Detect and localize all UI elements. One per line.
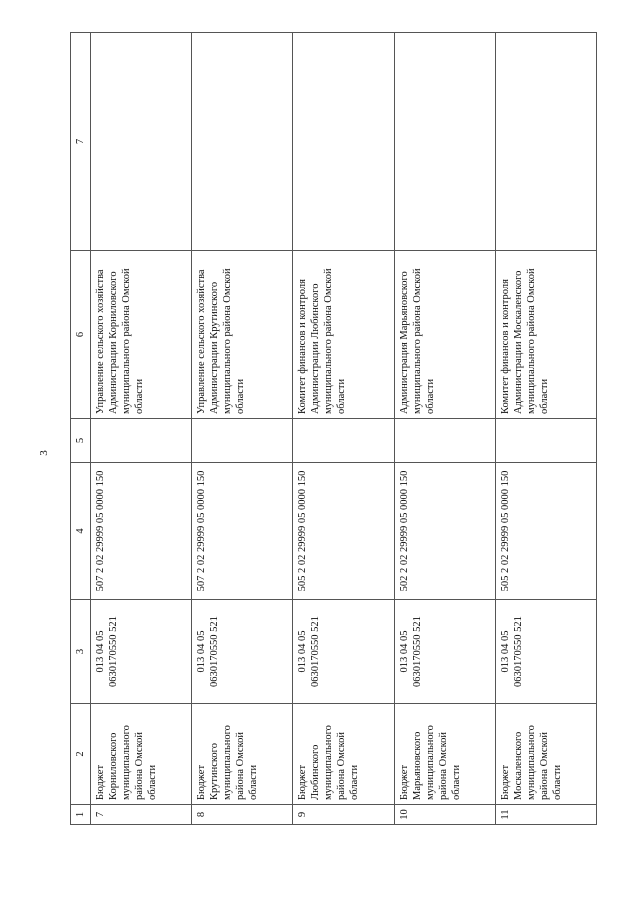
col5-cell xyxy=(293,419,394,463)
header-col-4: 4 xyxy=(71,463,91,600)
header-col-5: 5 xyxy=(71,419,91,463)
revenue-code: 502 2 02 29999 05 0000 150 xyxy=(394,463,495,600)
expense-code: 013 04 05 0630170550 521 xyxy=(293,600,394,704)
row-number: 8 xyxy=(192,805,293,825)
table-frame xyxy=(70,33,597,825)
revenue-code: 505 2 02 29999 05 0000 150 xyxy=(293,463,394,600)
budget-table xyxy=(70,32,597,825)
header-col-3: 3 xyxy=(71,600,91,704)
revenue-code: 507 2 02 29999 05 0000 150 xyxy=(91,463,192,600)
page-number: 3 xyxy=(38,450,50,456)
budget-name: Бюджет Марьяновского муниципального района Омской области xyxy=(394,704,495,805)
row-number: 7 xyxy=(91,805,192,825)
expense-code: 013 04 05 0630170550 521 xyxy=(192,600,293,704)
administrator-name: Администрация Марьяновского муниципального района Омской области xyxy=(394,251,495,419)
table-row xyxy=(495,33,596,825)
expense-code: 013 04 05 0630170550 521 xyxy=(495,600,596,704)
row-number: 10 xyxy=(394,805,495,825)
budget-name: Бюджет Корниловского муниципального района Омской области xyxy=(91,704,192,805)
rotated-table-container xyxy=(70,33,597,825)
table-row xyxy=(192,33,293,825)
row-number: 11 xyxy=(495,805,596,825)
expense-code: 013 04 05 0630170550 521 xyxy=(91,600,192,704)
administrator-name: Комитет финансов и контроля Администрации Любинского муниципального района Омской области xyxy=(293,251,394,419)
header-col-7: 7 xyxy=(71,33,91,251)
col7-cell xyxy=(192,33,293,251)
administrator-name: Управление сельского хозяйства Администрации Корниловского муниципального района Омской области xyxy=(91,251,192,419)
budget-name: Бюджет Любинского муниципального района Омской области xyxy=(293,704,394,805)
header-col-6: 6 xyxy=(71,251,91,419)
administrator-name: Управление сельского хозяйства Администрации Крутинского муниципального района Омской области xyxy=(192,251,293,419)
col5-cell xyxy=(192,419,293,463)
administrator-name: Комитет финансов и контроля Администрации Москаленского муниципального района Омской области xyxy=(495,251,596,419)
col7-cell xyxy=(91,33,192,251)
table-row xyxy=(394,33,495,825)
header-col-2: 2 xyxy=(71,704,91,805)
table-row xyxy=(293,33,394,825)
table-row xyxy=(91,33,192,825)
col5-cell xyxy=(495,419,596,463)
col7-cell xyxy=(495,33,596,251)
table-header-row xyxy=(71,33,91,825)
expense-code: 013 04 05 0630170550 521 xyxy=(394,600,495,704)
col7-cell xyxy=(293,33,394,251)
revenue-code: 505 2 02 29999 05 0000 150 xyxy=(495,463,596,600)
col5-cell xyxy=(91,419,192,463)
revenue-code: 507 2 02 29999 05 0000 150 xyxy=(192,463,293,600)
col5-cell xyxy=(394,419,495,463)
row-number: 9 xyxy=(293,805,394,825)
col7-cell xyxy=(394,33,495,251)
budget-name: Бюджет Крутинского муниципального района Омской области xyxy=(192,704,293,805)
budget-name: Бюджет Москаленского муниципального района Омской области xyxy=(495,704,596,805)
header-col-1: 1 xyxy=(71,805,91,825)
